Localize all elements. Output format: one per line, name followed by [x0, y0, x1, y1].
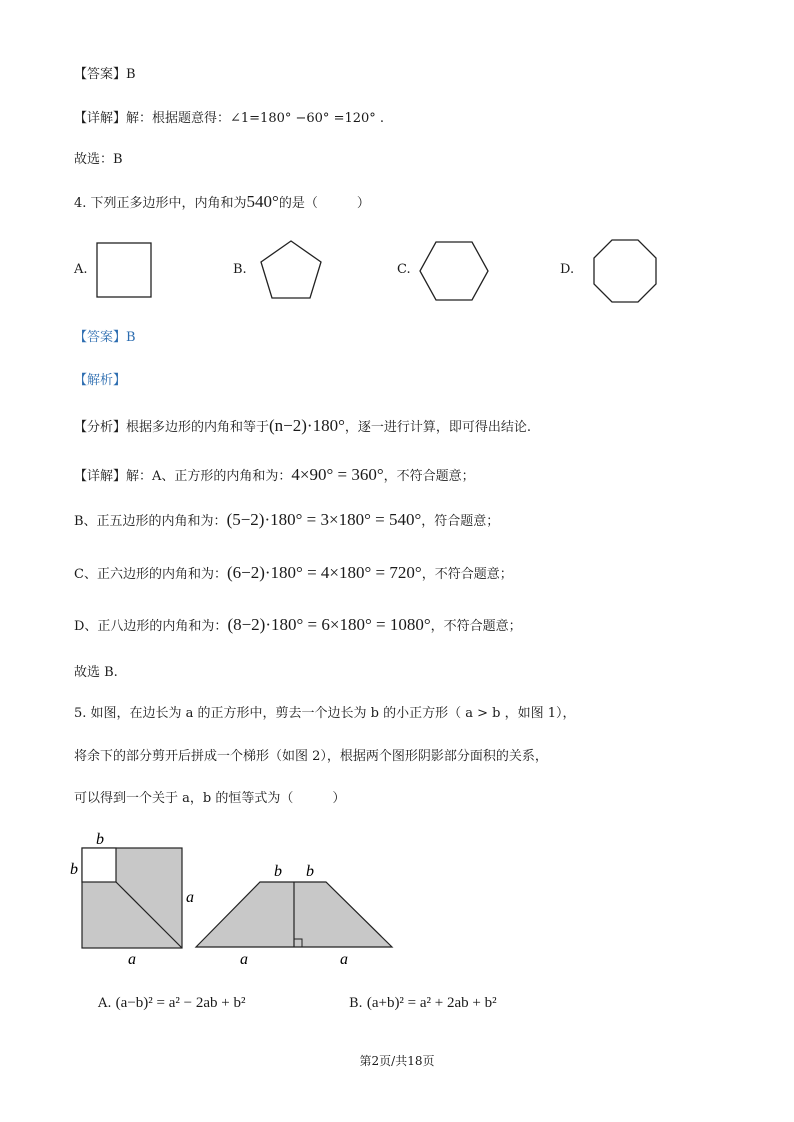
answer-line: 【答案】B [74, 67, 136, 82]
question-5-line-1: 5. 如图，在边长为 a 的正方形中，剪去一个边长为 b 的小正方形（ a > b ，如图 1）， [74, 706, 576, 721]
question-5-line-2: 将余下的部分剪开后拼成一个梯形（如图 2），根据两个图形阴影部分面积的关系， [74, 749, 548, 764]
hexagon-shape [418, 240, 490, 302]
detail-c-line: C、正六边形的内角和为：(6−2)·180° = 4×180° = 720°，不符合题意； [74, 563, 513, 582]
choose-b-line: 故选 B. [74, 665, 118, 680]
page-footer: 第2页/共18页 [359, 1054, 435, 1068]
label-a-bottom: a [128, 951, 136, 968]
answer-4: 【答案】B [74, 330, 136, 345]
option-c-label: C. [397, 262, 411, 277]
option-a-label: A. [74, 262, 88, 277]
detail-d-line: D、正八边形的内角和为：(8−2)·180° = 6×180° = 1080°，不符合题意； [74, 615, 522, 634]
analysis-heading: 【解析】 [74, 373, 127, 388]
detail-a-line: 【详解】解：A、正方形的内角和为：4×90° = 360°，不符合题意； [74, 465, 475, 484]
option-d-label: D. [560, 262, 575, 277]
label-b-top: b [96, 831, 104, 848]
octagon-shape [592, 238, 658, 304]
label-b-left: b [70, 861, 78, 878]
figure-2-trapezoid [190, 856, 400, 966]
label-b-trap-right: b [306, 863, 314, 880]
analysis-line: 【分析】根据多边形的内角和等于(n−2)·180°，逐一进行计算，即可得出结论. [74, 416, 532, 435]
label-a-right: a [186, 889, 194, 906]
detail-b-line: B、正五边形的内角和为：(5−2)·180° = 3×180° = 540°，符合题意； [74, 510, 500, 529]
q5-option-a: A. (a−b)² = a² − 2ab + b² [98, 995, 246, 1011]
option-b-label: B. [233, 262, 247, 277]
question-5-line-3: 可以得到一个关于 a，b 的恒等式为（ ） [74, 791, 346, 806]
label-a-trap-left: a [240, 951, 248, 968]
question-4: 4. 下列正多边形中，内角和为540°的是（ ） [74, 192, 370, 211]
figure-1-square [60, 826, 210, 966]
pentagon-shape [256, 238, 326, 302]
label-b-trap-left: b [274, 863, 282, 880]
label-a-trap-right: a [340, 951, 348, 968]
q5-option-b: B. (a+b)² = a² + 2ab + b² [349, 995, 497, 1011]
detail-line: 【详解】解：根据题意得：∠1=180° −60° =120° . [74, 111, 385, 126]
choose-line: 故选：B [74, 152, 123, 167]
square-shape [96, 242, 152, 298]
